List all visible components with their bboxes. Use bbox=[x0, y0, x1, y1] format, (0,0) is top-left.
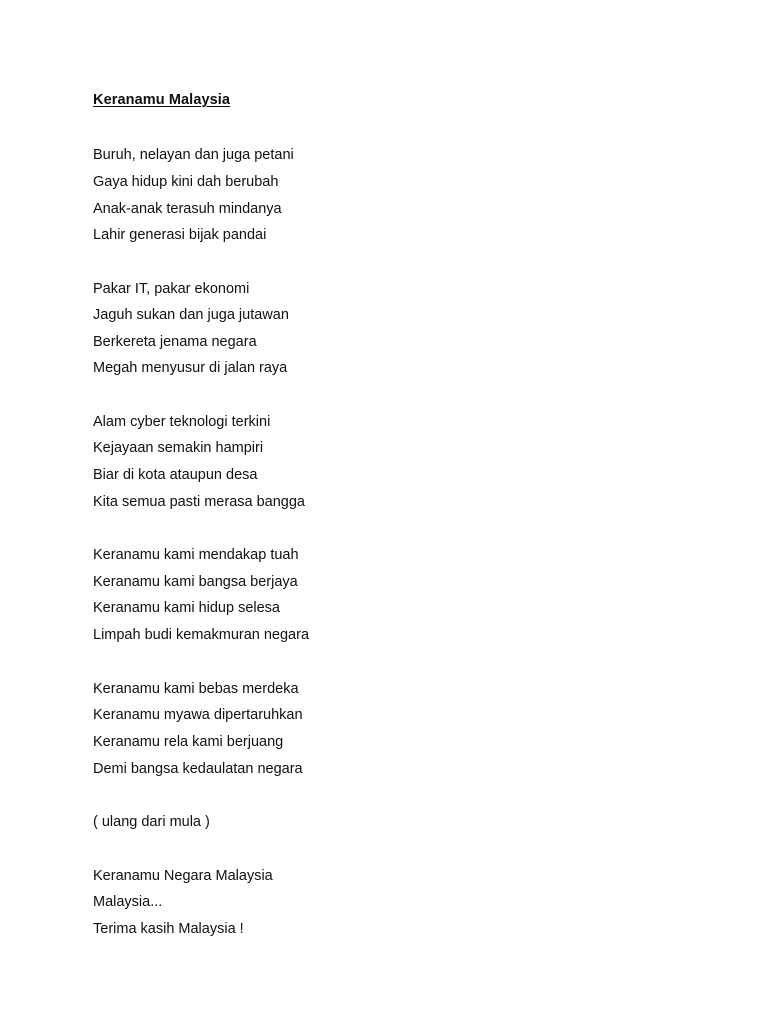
poem-line: Demi bangsa kedaulatan negara bbox=[93, 761, 303, 777]
document-title: Keranamu Malaysia bbox=[93, 92, 231, 108]
poem-line: Limpah budi kemakmuran negara bbox=[93, 627, 310, 643]
poem-line: Keranamu Negara Malaysia bbox=[93, 868, 273, 884]
poem-line: Lahir generasi bijak pandai bbox=[93, 227, 267, 243]
poem-line: Kita semua pasti merasa bangga bbox=[93, 494, 305, 510]
poem-line: Pakar IT, pakar ekonomi bbox=[93, 281, 250, 297]
poem-line: Anak-anak terasuh mindanya bbox=[93, 201, 282, 217]
poem-line: Buruh, nelayan dan juga petani bbox=[93, 147, 294, 163]
poem-line: Megah menyusur di jalan raya bbox=[93, 360, 288, 376]
poem-line: Jaguh sukan dan juga jutawan bbox=[93, 307, 289, 323]
poem-line: Keranamu kami bebas merdeka bbox=[93, 681, 299, 697]
poem-line: Alam cyber teknologi terkini bbox=[93, 414, 271, 430]
poem-line: Keranamu kami bangsa berjaya bbox=[93, 574, 298, 590]
poem-line: Berkereta jenama negara bbox=[93, 334, 257, 350]
repeat-note: ( ulang dari mula ) bbox=[93, 814, 210, 830]
poem-line: Biar di kota ataupun desa bbox=[93, 467, 258, 483]
poem-line: Keranamu myawa dipertaruhkan bbox=[93, 707, 303, 723]
poem-line: Keranamu kami mendakap tuah bbox=[93, 547, 299, 563]
poem-line: Malaysia... bbox=[93, 894, 163, 910]
poem-line: Gaya hidup kini dah berubah bbox=[93, 174, 279, 190]
poem-line: Keranamu kami hidup selesa bbox=[93, 600, 280, 616]
poem-line: Keranamu rela kami berjuang bbox=[93, 734, 284, 750]
poem-line: Kejayaan semakin hampiri bbox=[93, 440, 264, 456]
poem-line: Terima kasih Malaysia ! bbox=[93, 921, 244, 937]
